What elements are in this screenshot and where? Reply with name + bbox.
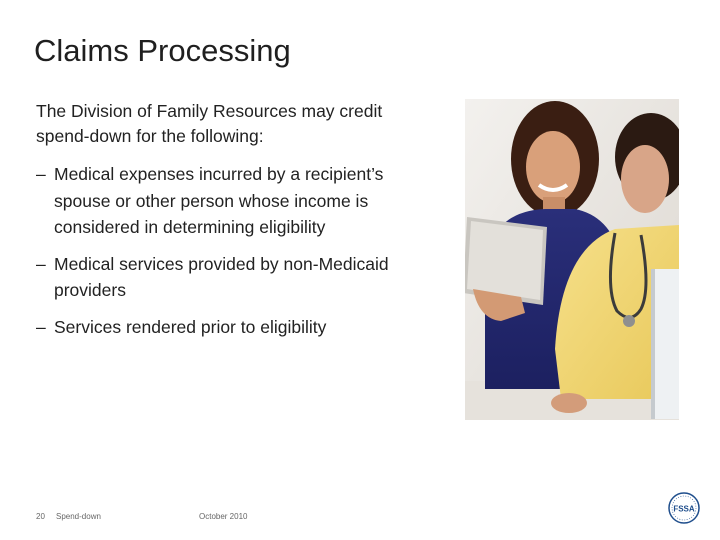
slide-title: Claims Processing [34,33,291,68]
logo-text: FSSA [673,504,695,514]
dash-marker: – [36,253,46,274]
page-number: 20 [36,512,45,521]
bullet-item [36,251,436,304]
bullet-item [36,314,436,341]
dash-marker: – [36,316,46,337]
nurses-photo [465,99,679,420]
bullet-text: Medical expenses incurred by a recipient’s spouse or other person whose income is considered in determining eligibility [54,164,384,237]
bullet-text: Services rendered prior to eligibility [54,316,327,337]
footer-section: Spend-down [56,512,101,521]
intro-text: The Division of Family Resources may credit spend-down for the following: [36,101,383,146]
bullet-item [36,161,436,241]
bullet-list [36,161,436,350]
fssa-logo [668,492,700,524]
footer-date: October 2010 [199,512,248,521]
bullet-text: Medical services provided by non-Medicaid providers [54,253,389,300]
dash-marker: – [36,164,46,184]
